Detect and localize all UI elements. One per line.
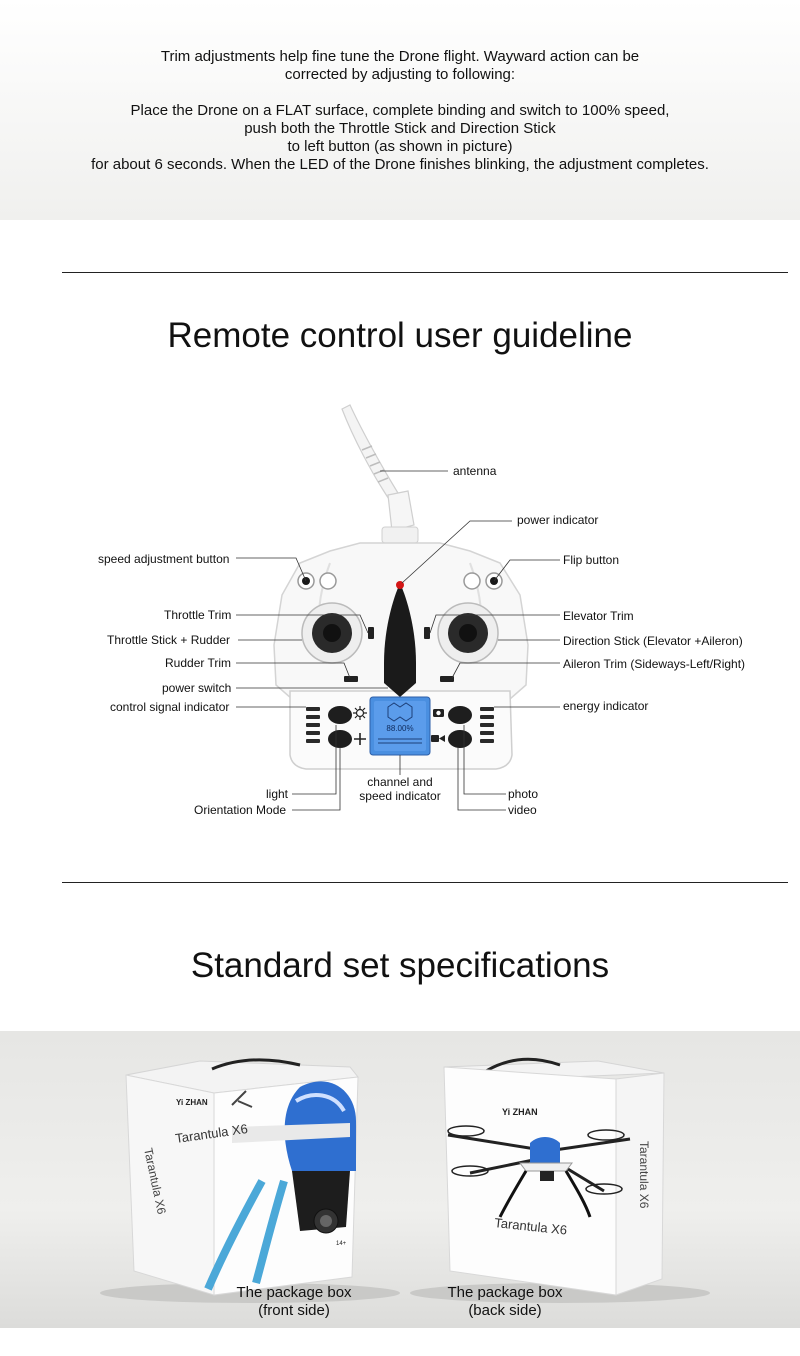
remote-section-title: Remote control user guideline (167, 316, 633, 355)
elevator-trim-icon (424, 627, 430, 639)
energy-indicator-label: energy indicator (563, 699, 649, 713)
light-label: light (266, 787, 289, 801)
throttle-trim-label: Throttle Trim (164, 608, 232, 622)
caption-line: The package box (447, 1284, 563, 1301)
caption-line: The package box (236, 1284, 352, 1301)
antenna-label: antenna (453, 464, 497, 478)
spec-section-title: Standard set specifications (190, 946, 610, 985)
package-boxes-illustration (0, 1031, 800, 1328)
flip-button-label: Flip button (563, 553, 620, 567)
back-side-text: Tarantula X6 (637, 1141, 651, 1209)
right-stick-icon (438, 603, 498, 663)
aileron-trim-icon (440, 676, 454, 682)
channel-speed-label-line: channel and (367, 775, 433, 789)
intro-line: Place the Drone on a FLAT surface, complete binding and switch to 100% speed, (130, 102, 670, 119)
back-product-text: Tarantula X6 (493, 1215, 568, 1238)
throttle-trim-icon (368, 627, 374, 639)
intro-line: for about 6 seconds. When the LED of the Drone finishes blinking, the adjustment completes. (91, 156, 709, 173)
channel-speed-indicator-label (340, 775, 460, 803)
back-box-caption (425, 1284, 585, 1320)
control-signal-indicator-label: control signal indicator (110, 700, 230, 714)
front-product-text: Tarantula X6 (174, 1120, 249, 1146)
lcd-screen (370, 697, 430, 755)
front-side-text: Tarantula X6 (141, 1146, 169, 1216)
left-stick-icon (302, 603, 362, 663)
caption-line: (back side) (468, 1302, 542, 1319)
direction-stick-label: Direction Stick (Elevator +Aileron) (563, 634, 743, 648)
channel-speed-label-line: speed indicator (359, 789, 441, 803)
front-age-text: 14+ (336, 1241, 347, 1247)
orientation-button-icon (328, 730, 352, 748)
intro-panel (0, 0, 800, 220)
aileron-trim-label: Aileron Trim (Sideways-Left/Right) (563, 657, 746, 671)
section-divider (62, 882, 788, 883)
back-brand-text: Yi ZHAN (502, 1107, 538, 1117)
section-divider (62, 272, 788, 273)
rudder-trim-icon (344, 676, 358, 682)
front-brand-text: Yi ZHAN (176, 1098, 208, 1107)
video-button-icon (448, 730, 472, 748)
intro-line: Trim adjustments help fine tune the Drone flight. Wayward action can be (160, 48, 640, 65)
antenna-icon (342, 405, 418, 543)
light-button-icon (328, 706, 352, 724)
lcd-percent-text: 88.00% (386, 724, 414, 733)
rudder-trim-label: Rudder Trim (165, 656, 232, 670)
intro-line: corrected by adjusting to following: (284, 66, 516, 83)
front-box-caption (214, 1284, 374, 1320)
intro-text (0, 48, 800, 174)
camera-icon (433, 709, 444, 717)
remote-diagram (0, 395, 800, 825)
video-label: video (508, 803, 537, 817)
speed-adjustment-button-label: speed adjustment button (98, 552, 230, 566)
package-box-back (444, 1059, 664, 1295)
remote-control-illustration (0, 395, 800, 825)
spec-band (0, 1031, 800, 1328)
elevator-trim-label: Elevator Trim (563, 609, 634, 623)
intro-line: push both the Throttle Stick and Direction Stick (244, 120, 556, 137)
power-switch-label: power switch (162, 681, 232, 695)
throttle-stick-rudder-label: Throttle Stick + Rudder (107, 633, 231, 647)
orientation-mode-label: Orientation Mode (194, 803, 287, 817)
caption-line: (front side) (258, 1302, 330, 1319)
photo-button-icon (448, 706, 472, 724)
photo-label: photo (508, 787, 539, 801)
intro-line: to left button (as shown in picture) (287, 138, 513, 155)
power-indicator-label: power indicator (517, 513, 599, 527)
